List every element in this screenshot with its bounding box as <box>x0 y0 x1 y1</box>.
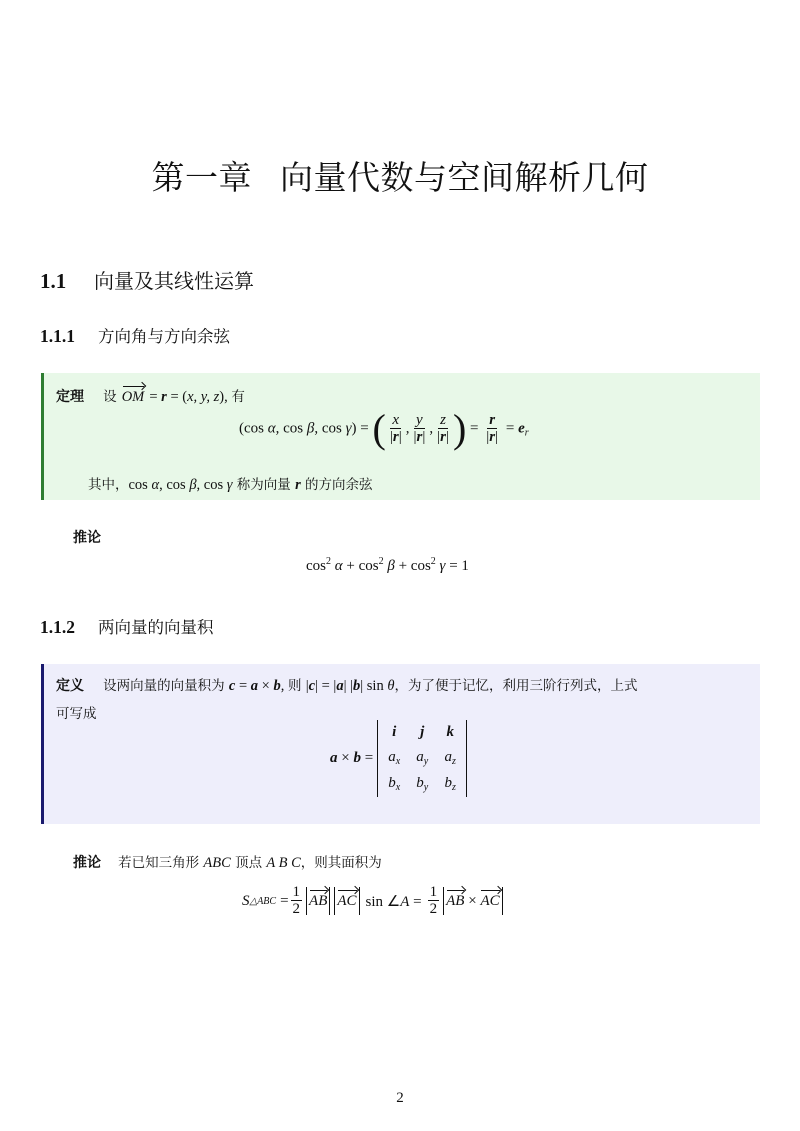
corollary-label-1: 推论 <box>73 530 101 546</box>
corollary-2-text: 推论 若已知三角形 ABC 顶点 A B C，则其面积为 <box>73 855 382 871</box>
theorem-box <box>41 373 760 500</box>
subsection-number: 1.1.1 <box>40 326 75 346</box>
theorem-label: 定理 <box>56 389 84 405</box>
chapter-title-text: 向量代数与空间解析几何 <box>280 158 649 197</box>
subsection-title: 两向量的向量积 <box>98 618 214 637</box>
vector-om: OM <box>121 389 145 405</box>
subsection-heading-2 <box>40 614 214 638</box>
definition-box <box>41 664 760 824</box>
section-title: 向量及其线性运算 <box>94 269 254 293</box>
theorem-equation: (cos α, cos β, cos γ) = ( $\frac{x}{|r|}$ , $\frac{y}{|r|}$ , $\frac{z}{|r|}$ ) = $\frac{r}{|r|}$ = $e_r$ <box>239 406 529 451</box>
page-number: 2 <box>396 1090 404 1106</box>
definition-label: 定义 <box>56 678 84 694</box>
subsection-heading-1 <box>40 323 230 347</box>
section-number: 1.1 <box>40 269 67 293</box>
subsection-title: 方向角与方向余弦 <box>98 327 230 346</box>
chapter-title <box>0 152 800 199</box>
corollary-label-2: 推论 <box>73 855 101 871</box>
section-heading <box>40 265 254 294</box>
definition-line-2: 可写成 <box>56 706 97 722</box>
corollary-equation-1: $\cos^2 \alpha + \cos^2 \beta + \cos^2 \gamma = 1$ <box>306 556 469 574</box>
subsection-number: 1.1.2 <box>40 617 75 637</box>
cross-product-determinant: a × b = i j k $a_x$ $a_y$ $a_z$ $b_x$ $b_y$ $b_z$ <box>330 720 467 797</box>
chapter-number: 第一章 <box>151 158 252 197</box>
definition-line-1: 定义 设两向量的向量积为 c = a × b, 则 |c| = |a| |b| sin θ，为了便于记忆，利用三阶行列式，上式 <box>56 678 638 694</box>
theorem-intro: 定理 设 OM = r = (x, y, z), 有 <box>56 389 245 405</box>
determinant-matrix: i j k $a_x$ $a_y$ $a_z$ $b_x$ $b_y$ $b_z$ <box>377 720 467 797</box>
triangle-area-equation: S △ABC = $\frac{1}{2}$ AB AC sin ∠A = $\frac{1}{2}$ AB × AC <box>242 884 505 918</box>
theorem-note: 其中，cos α, cos β, cos γ 称为向量 r 的方向余弦 <box>88 477 373 493</box>
